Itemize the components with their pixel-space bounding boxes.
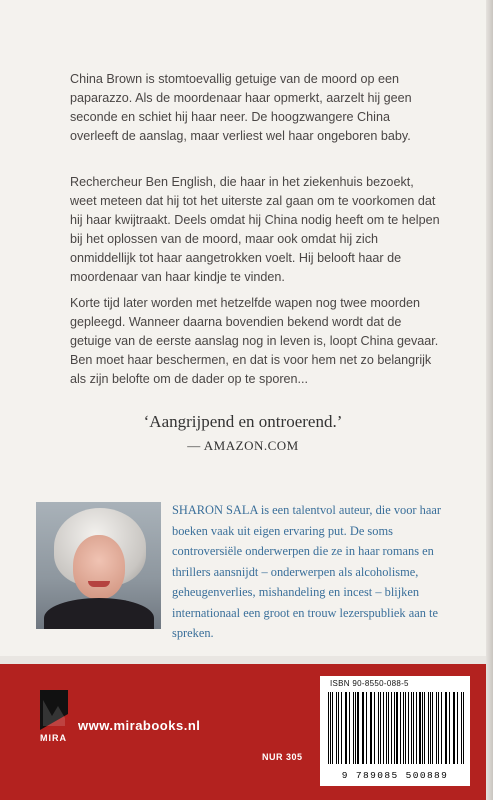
blurb-paragraph-1: China Brown is stomtoevallig getuige van de moord op een paparazzo. Als de moordenaar haar opmerkt, aarzelt hij geen seconde en schiet hij haar neer. De hoogzwangere China overleeft de aanslag, maar verliest wel haar ongeboren baby. xyxy=(70,72,412,143)
barcode-bar xyxy=(330,692,331,764)
barcode-bar xyxy=(413,692,414,764)
barcode-bar xyxy=(463,692,465,764)
barcode-bar xyxy=(371,692,372,764)
barcode-bar xyxy=(341,692,342,764)
barcode-bar xyxy=(366,692,367,764)
barcode-bar xyxy=(363,692,364,764)
ean-number: 9 789085 500889 xyxy=(341,770,449,781)
barcode-bar xyxy=(383,692,384,764)
review-quote: ‘Aangrijpend en ontroerend.’ xyxy=(143,412,343,431)
barcode-bar xyxy=(370,692,371,764)
barcode-bar xyxy=(400,692,401,764)
barcode-bar xyxy=(454,692,455,764)
barcode-bar xyxy=(378,692,380,764)
page-edge xyxy=(486,0,493,800)
barcode-bar xyxy=(362,692,363,764)
barcode-bar xyxy=(430,692,431,764)
divider xyxy=(0,656,486,664)
mira-logo-icon xyxy=(40,690,68,732)
barcode-bar xyxy=(424,692,425,764)
barcode-bar xyxy=(416,692,417,764)
barcode-bar xyxy=(453,692,454,764)
barcode-bar xyxy=(345,692,346,764)
barcode-bar xyxy=(391,692,392,764)
barcode-bar xyxy=(396,692,398,764)
barcode-bar xyxy=(355,692,356,764)
barcode-bar xyxy=(346,692,347,764)
barcode-bar xyxy=(432,692,433,764)
barcode-bar xyxy=(328,692,329,764)
barcode-bar xyxy=(336,692,337,764)
barcode-bar xyxy=(357,692,359,764)
barcode-bar xyxy=(457,692,458,764)
isbn-number: ISBN 90-8550-088-5 xyxy=(330,679,409,688)
barcode-bar xyxy=(436,692,437,764)
barcode-bar xyxy=(338,692,340,764)
barcode-bar xyxy=(380,692,381,764)
barcode xyxy=(328,692,466,764)
barcode-bar xyxy=(408,692,409,764)
barcode-bar xyxy=(405,692,406,764)
barcode-bar xyxy=(428,692,429,764)
barcode-bar xyxy=(419,692,421,764)
author-bio: SHARON SALA is een talentvol auteur, die voor haar boeken vaak uit eigen ervaring put. De soms controversiële onderwerpen die ze in haar romans en thrillers aansnijdt – onderwerpen als alcoholisme, geheugenverlies, mishandeling en incest – blijken internationaal een groot en trouw lezerspubliek aan te spreken. xyxy=(172,503,441,640)
blurb-paragraph-2: Rechercheur Ben English, die haar in het ziekenhuis bezoekt, weet meteen dat hij tot het uiterste zal gaan om te voorkomen dat hij haar kwijtraakt. Deels omdat hij China nodig heeft om te helpen bij het oplossen van de moord, maar ook omdat hij zich onmiddellijk tot haar aangetrokken voelt. Hij belooft haar de moordenaar van haar kindje te vinden. xyxy=(70,175,440,284)
barcode-bar xyxy=(438,692,440,764)
barcode-bar xyxy=(394,692,395,764)
publisher-logo-text: MIRA xyxy=(40,733,67,743)
barcode-bar xyxy=(349,692,350,764)
barcode-bar xyxy=(374,692,375,764)
publisher-website: www.mirabooks.nl xyxy=(78,718,201,733)
review-source: — AMAZON.COM xyxy=(187,438,299,453)
barcode-bar xyxy=(388,692,389,764)
barcode-bar xyxy=(353,692,354,764)
barcode-bar xyxy=(411,692,412,764)
barcode-bar xyxy=(386,692,387,764)
author-photo xyxy=(36,502,161,629)
barcode-bar xyxy=(445,692,446,764)
barcode-bar xyxy=(441,692,442,764)
barcode-bar xyxy=(461,692,462,764)
barcode-bar xyxy=(449,692,450,764)
barcode-bar xyxy=(332,692,333,764)
blurb-paragraph-3: Korte tijd later worden met hetzelfde wapen nog twee moorden gepleegd. Wanneer daarna bovendien bekend wordt dat de getuige van de eerste aanslag nog in leven is, loopt China gevaar. Ben moet haar beschermen, en dat is voor hem net zo belangrijk als zijn belofte om de dader op te sporen... xyxy=(70,296,439,386)
barcode-bar xyxy=(446,692,447,764)
barcode-bar xyxy=(403,692,404,764)
nur-code: NUR 305 xyxy=(262,752,303,762)
barcode-bar xyxy=(422,692,423,764)
